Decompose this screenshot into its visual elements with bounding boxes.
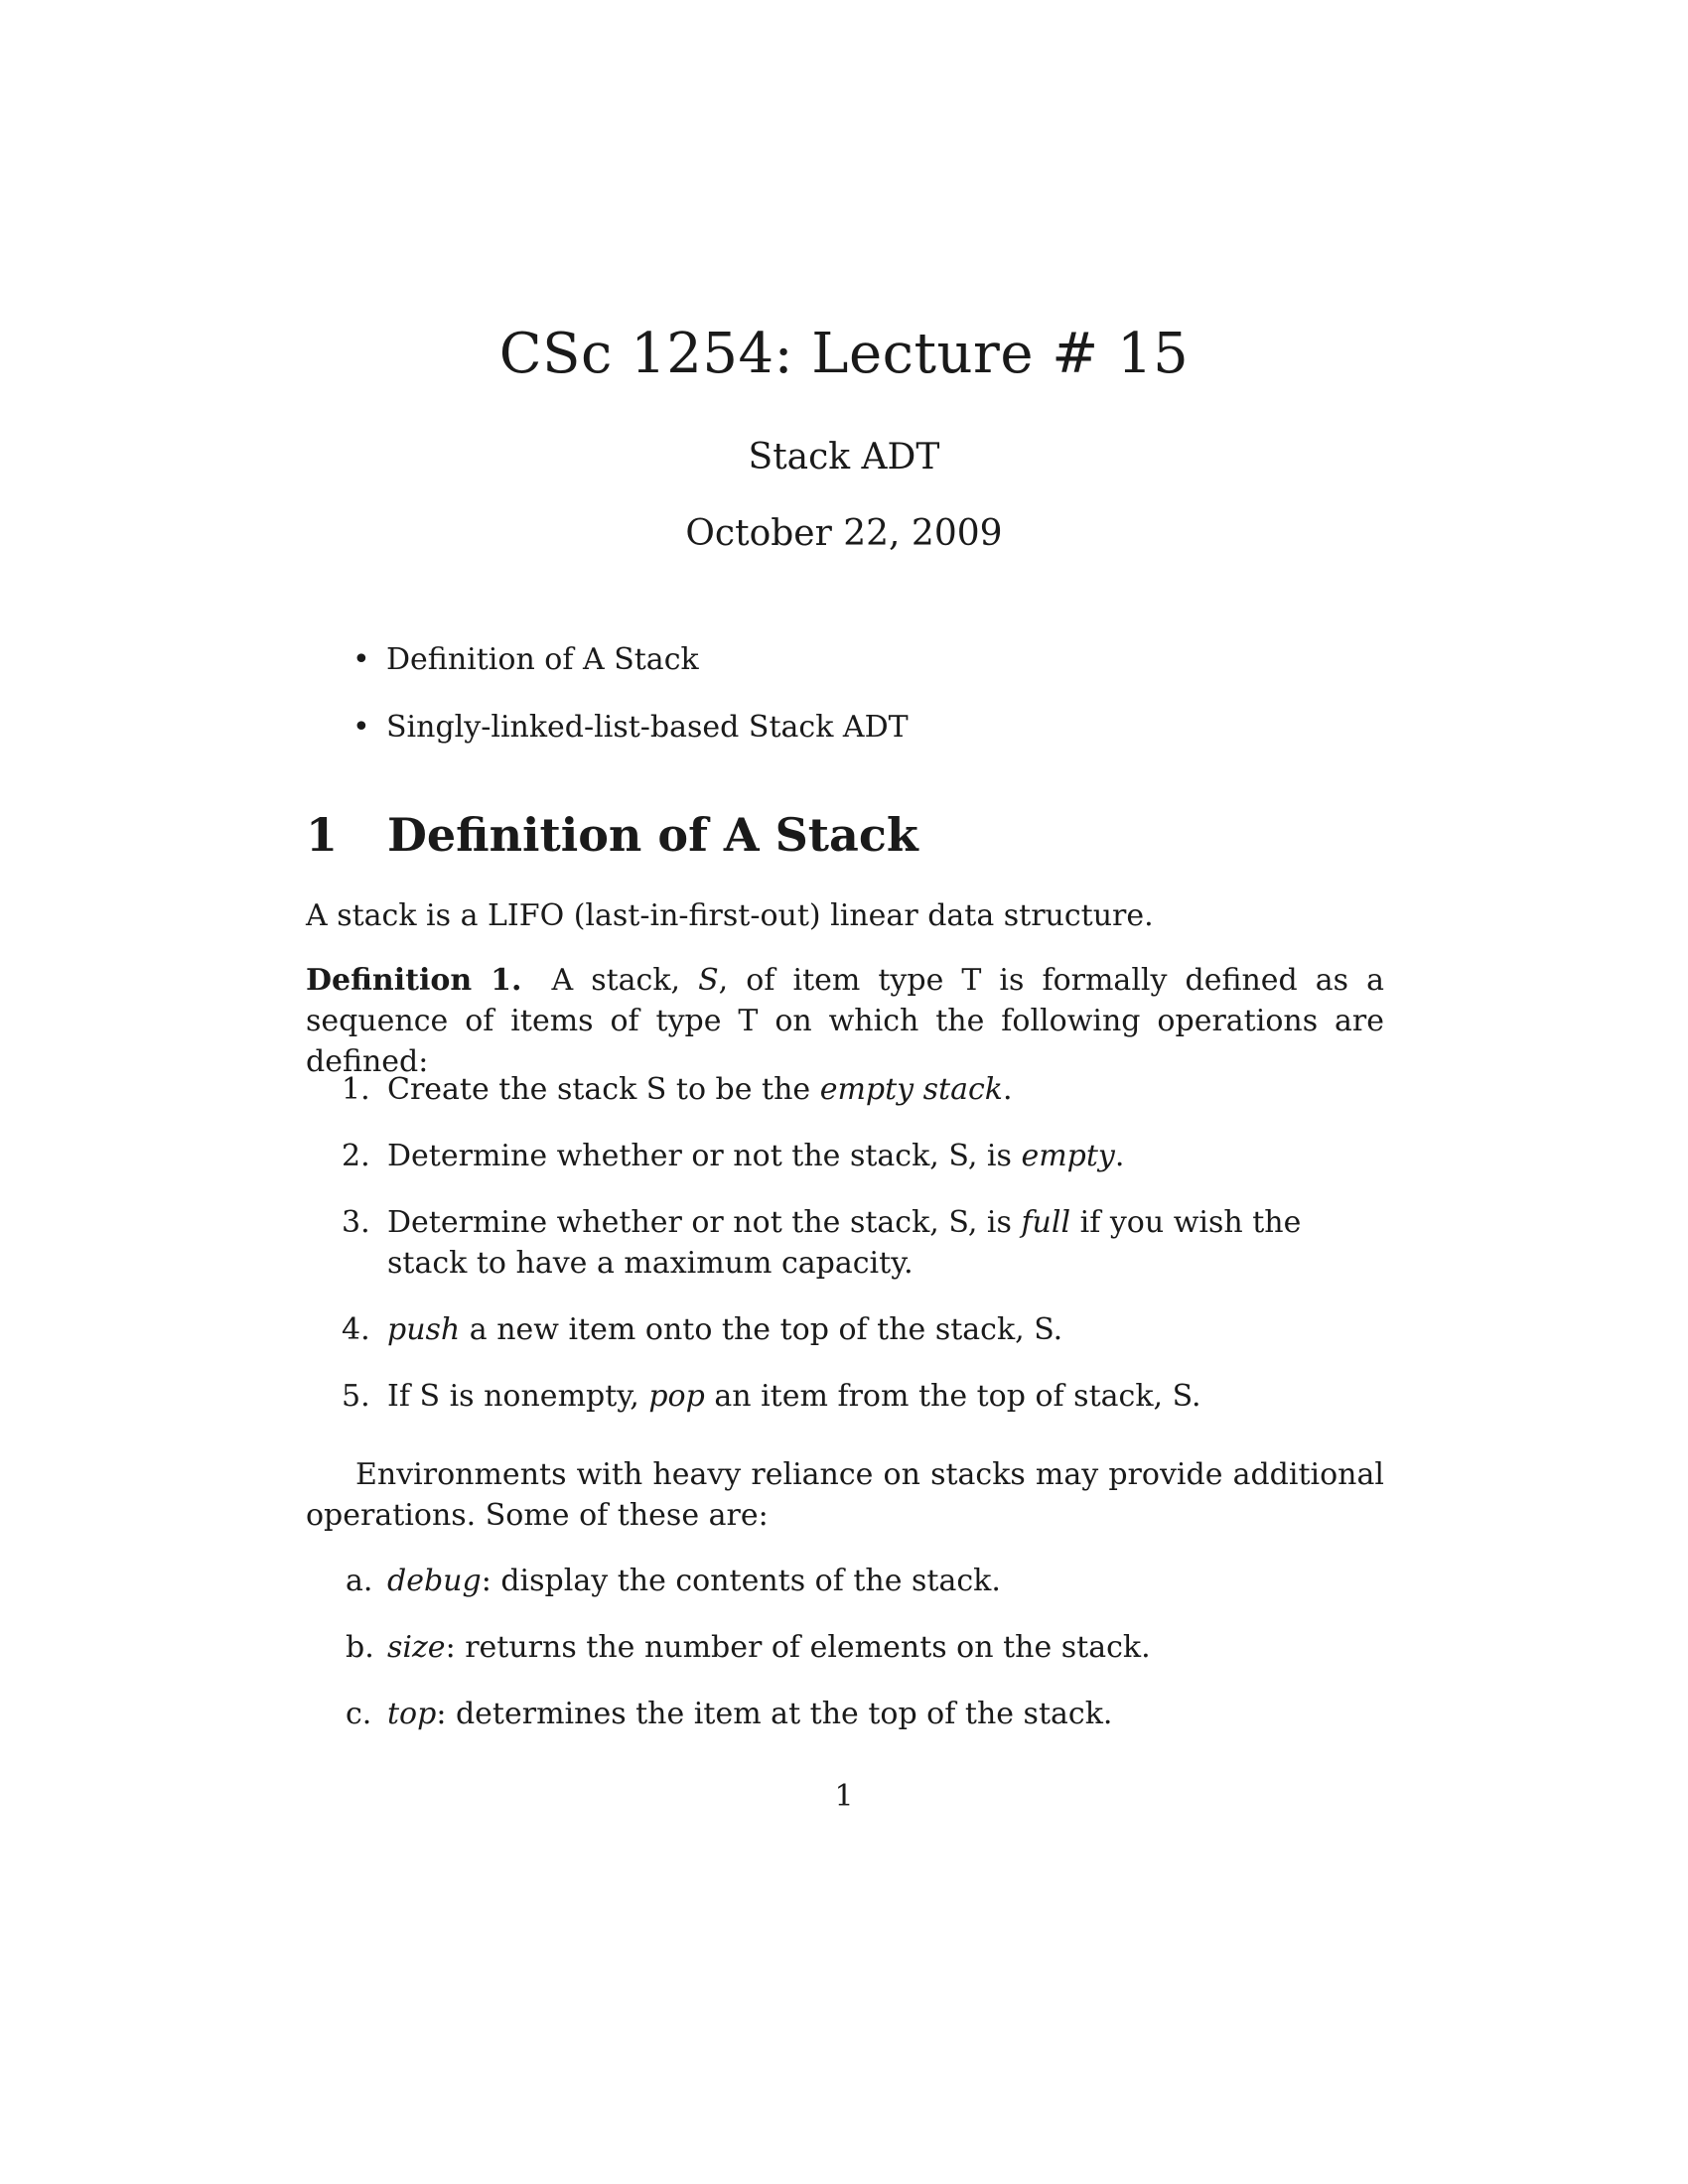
- operation-emphasis: push: [387, 1312, 461, 1347]
- operations-list: [306, 1069, 1384, 1442]
- operation-text-post: .: [1114, 1139, 1125, 1173]
- definition-text-before: A stack,: [551, 963, 699, 998]
- operation-marker: 4.: [342, 1312, 370, 1347]
- operation-emphasis: pop: [648, 1379, 705, 1414]
- extra-operation-name: top: [387, 1697, 437, 1731]
- operation-marker: 2.: [342, 1139, 370, 1173]
- lecture-subtitle: Stack ADT: [748, 437, 940, 478]
- operation-text-post: .: [1002, 1072, 1013, 1107]
- extra-operation-item: [306, 1694, 1384, 1734]
- operation-marker: 3.: [342, 1205, 370, 1240]
- operation-item: [306, 1202, 1384, 1284]
- operation-emphasis: empty: [1021, 1139, 1115, 1173]
- extra-operation-marker: c.: [346, 1697, 372, 1731]
- operation-text-post: an item from the top of stack, S.: [704, 1379, 1201, 1414]
- outline-item-label: Definition of A Stack: [386, 642, 699, 677]
- operation-text-pre: Determine whether or not the stack, S, is: [387, 1205, 1022, 1240]
- intro-paragraph: A stack is a LIFO (last-in-first-out) linear data structure.: [306, 898, 1154, 933]
- operation-text-post: a new item onto the top of the stack, S.: [460, 1312, 1063, 1347]
- operation-item: [306, 1309, 1384, 1350]
- extra-operation-marker: a.: [346, 1564, 373, 1598]
- operation-marker: 5.: [342, 1379, 370, 1414]
- section-number: 1: [306, 808, 339, 862]
- operation-item: [306, 1069, 1384, 1110]
- operation-marker: 1.: [342, 1072, 370, 1107]
- extra-operation-text: : determines the item at the top of the stack.: [436, 1697, 1113, 1731]
- operation-item: [306, 1136, 1384, 1176]
- outline-list: [352, 640, 909, 775]
- extra-operation-name: size: [387, 1630, 446, 1665]
- extra-operation-text: : returns the number of elements on the stack.: [445, 1630, 1151, 1665]
- lecture-title: CSc 1254: Lecture # 15: [498, 322, 1190, 386]
- operation-text-pre: If S is nonempty,: [387, 1379, 649, 1414]
- operation-emphasis: empty stack: [819, 1072, 1003, 1107]
- operation-emphasis: full: [1021, 1205, 1071, 1240]
- definition-text-after: , of item type T is formally defined as a sequence of items of type T on which the following operations are defined:: [306, 963, 1385, 1079]
- definition-variable: S: [698, 963, 719, 998]
- section-heading: [306, 806, 918, 864]
- extra-operation-name: debug: [387, 1564, 482, 1598]
- outline-item-label: Singly-linked-list-based Stack ADT: [386, 710, 909, 745]
- extra-operation-item: [306, 1561, 1384, 1601]
- operation-text-pre: Create the stack S to be the: [387, 1072, 820, 1107]
- lecture-date: October 22, 2009: [685, 513, 1003, 554]
- outline-item: [352, 640, 909, 680]
- operation-item: [306, 1376, 1384, 1417]
- definition-label: Definition 1.: [306, 963, 522, 998]
- extra-operation-marker: b.: [346, 1630, 374, 1665]
- section-title: Definition of A Stack: [387, 808, 918, 862]
- bullet-icon: •: [352, 642, 370, 677]
- outline-item: [352, 708, 909, 748]
- operation-text-post: if you wish the stack to have a maximum capacity.: [387, 1205, 1302, 1281]
- definition-paragraph: [306, 960, 1384, 1082]
- page-number: 1: [834, 1779, 854, 1814]
- bullet-icon: •: [352, 710, 370, 745]
- extra-operation-item: [306, 1627, 1384, 1668]
- environments-paragraph: Environments with heavy reliance on stacks may provide additional operations. Some of these are:: [306, 1457, 1384, 1533]
- operation-text-pre: Determine whether or not the stack, S, is: [387, 1139, 1022, 1173]
- extra-operation-text: : display the contents of the stack.: [481, 1564, 1001, 1598]
- extra-operations-list: [306, 1561, 1384, 1760]
